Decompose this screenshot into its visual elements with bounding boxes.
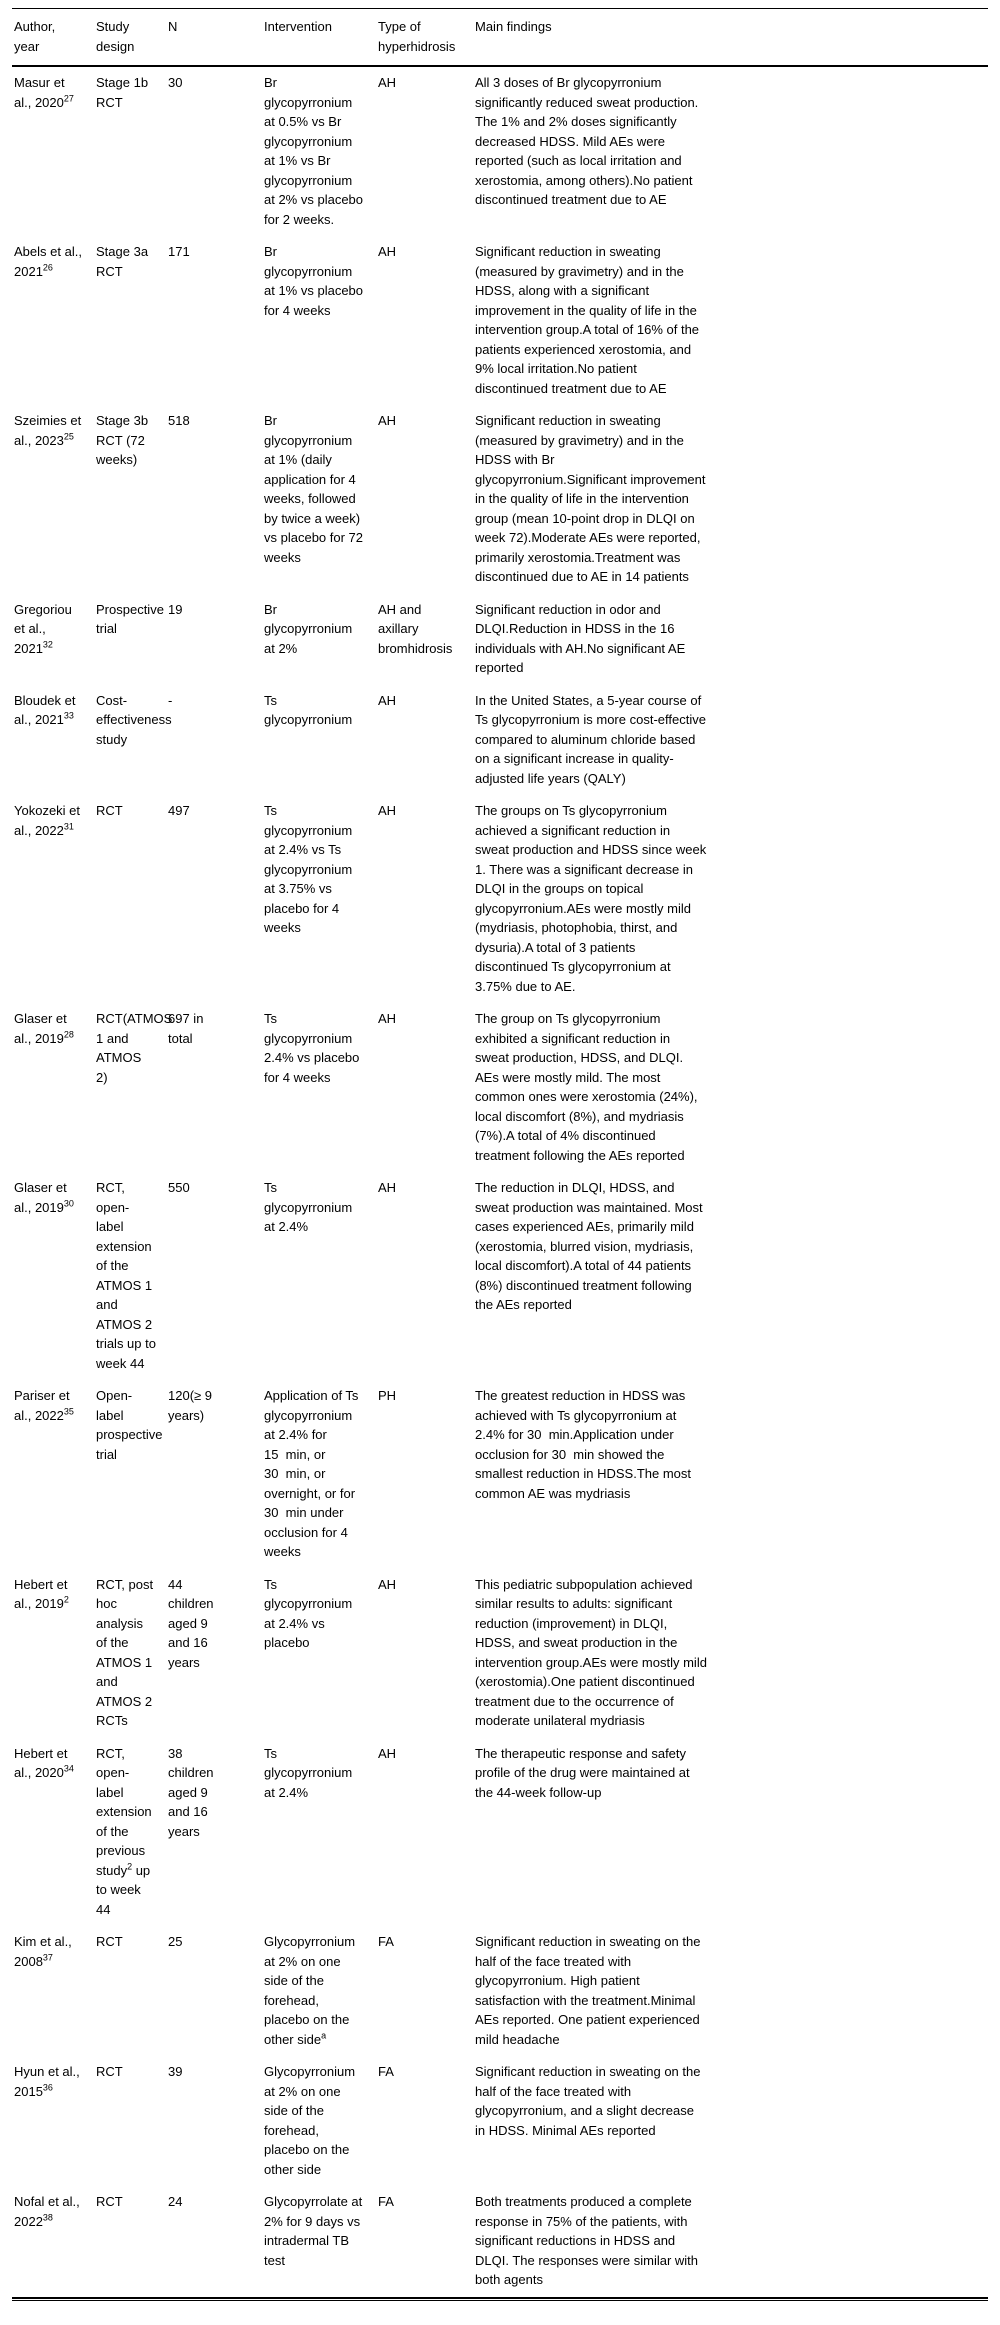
cell-findings: The reduction in DLQI, HDSS, and sweat production was maintained. Most cases experienced AEs, primarily mild (xerostomia, blurred vision, mydriasis, local discomfort).A total of 44 patients (8%) discontinued treatment following the AEs reported: [475, 1180, 703, 1312]
reference-superscript: 36: [42, 2082, 53, 2093]
cell-intervention: Ts glycopyrronium at 2.4%: [264, 1180, 353, 1234]
cell-findings: The greatest reduction in HDSS was achieved with Ts glycopyrronium at 2.4% for 30 min.Application under occlusion for 30 min showed the smallest reduction in HDSS.The most common AE was mydriasis: [475, 1388, 692, 1501]
cell-author: Hyun et al., 2015$^{36}$: [14, 2064, 80, 2099]
cell-intervention: Ts glycopyrronium at 2.4% vs Ts glycopyrronium at 3.75% vs placebo for 4 weeks: [264, 803, 353, 935]
cell-author: Yokozeki et al., 2022$^{31}$: [14, 803, 81, 838]
cell-author: Masur et al., 2020$^{27}$: [14, 75, 74, 110]
cell-n: 497: [168, 803, 190, 818]
cell-type: AH: [378, 1745, 397, 1761]
cell-author: Abels et al., 2021$^{26}$: [14, 244, 82, 279]
cell-findings: All 3 doses of Br glycopyrronium significantly reduced sweat production. The 1% and 2% doses significantly decreased HDSS. Mild AEs were reported (such as local irritation and xerostomia, among others).No patient discontinued treatment due to AE: [475, 75, 699, 207]
cell-design: Open-label prospective trial: [96, 1388, 163, 1462]
cell-design: RCT, post hoc analysis of the ATMOS 1 and ATMOS 2 RCTs: [96, 1576, 154, 1728]
cell-findings: Both treatments produced a complete response in 75% of the patients, with significant reductions in HDSS and DLQI. The responses were similar with both agents: [475, 2194, 699, 2287]
table-row: [12, 795, 988, 1003]
table-row: [12, 1569, 988, 1738]
cell-intervention: Ts glycopyrronium 2.4% vs placebo for 4 weeks: [264, 1011, 360, 1085]
table-row: [12, 594, 988, 685]
reference-superscript: a: [321, 2030, 327, 2041]
table-row: [12, 236, 988, 405]
cell-n: 25: [168, 1934, 183, 1949]
cell-type: AH: [378, 1576, 397, 1592]
cell-intervention: Ts glycopyrronium at 2.4%: [264, 1745, 353, 1800]
cell-n: 38 children aged 9 and 16 years: [168, 1745, 214, 1839]
table-bottom-rule: [12, 2297, 988, 2301]
cell-type: AH: [378, 803, 397, 818]
cell-n: 19: [168, 601, 183, 617]
column-header-findings: Main findings: [473, 9, 988, 67]
cell-findings: In the United States, a 5-year course of Ts glycopyrronium is more cost-effective compared to aluminum chloride based on a significant increase in quality-adjusted life years (QALY): [475, 692, 706, 786]
cell-design: Stage 3a RCT: [96, 244, 149, 279]
reference-superscript: 26: [42, 262, 53, 273]
cell-author: Glaser et al., 2019$^{28}$: [14, 1011, 74, 1046]
cell-author: Hebert et al., 2020$^{34}$: [14, 1745, 74, 1780]
cell-design: Stage 1b RCT: [96, 75, 149, 110]
reference-superscript: 2: [63, 1594, 69, 1605]
cell-author: Nofal et al., 2022$^{38}$: [14, 2194, 80, 2229]
cell-n: 550: [168, 1180, 190, 1195]
cell-intervention: Br glycopyrronium at 1% vs placebo for 4 weeks: [264, 244, 364, 318]
table-row: [12, 405, 988, 594]
reference-superscript: 2: [127, 1861, 133, 1872]
column-header-intervention: Intervention: [262, 9, 376, 67]
cell-findings: Significant reduction in sweating (measured by gravimetry) and in the HDSS, along with a significant improvement in the quality of life in the intervention group.A total of 16% of the patients experienced xerostomia, and 9% local irritation.No patient discontinued treatment due to AE: [475, 244, 700, 396]
cell-type: AH: [378, 692, 397, 708]
cell-n: 697 in total: [168, 1011, 204, 1046]
cell-design: Stage 3b RCT (72 weeks): [96, 413, 149, 467]
cell-intervention: Glycopyrronium at 2% on one side of the forehead, placebo on the other side: [264, 2064, 356, 2177]
table-row: [12, 1172, 988, 1380]
cell-findings: The therapeutic response and safety profile of the drug were maintained at the 44-week follow-up: [475, 1745, 690, 1800]
reference-superscript: 38: [42, 2212, 53, 2223]
cell-design: RCT: [96, 2064, 123, 2079]
cell-author: Bloudek et al., 2021$^{33}$: [14, 692, 76, 727]
reference-superscript: 35: [63, 1406, 74, 1417]
cell-n: 44 children aged 9 and 16 years: [168, 1576, 214, 1670]
cell-author: Glaser et al., 2019$^{30}$: [14, 1180, 74, 1215]
table-row: [12, 685, 988, 796]
column-header-type: Type of hyperhidrosis: [376, 9, 473, 67]
cell-findings: Significant reduction in sweating on the half of the face treated with glycopyrronium. High patient satisfaction with the treatment.Minimal AEs reported. One patient experienced mild headache: [475, 1934, 701, 2047]
column-header-n: N: [166, 9, 262, 67]
cell-type: PH: [378, 1388, 397, 1403]
studies-table: [12, 8, 988, 2297]
cell-author: Hebert et al., 2019$^2$: [14, 1576, 69, 1611]
cell-type: AH: [378, 413, 397, 428]
cell-design: RCT: [96, 803, 123, 818]
cell-design: Cost-effectiveness study: [96, 692, 172, 747]
cell-findings: Significant reduction in sweating on the half of the face treated with glycopyrronium, and a slight decrease in HDSS. Minimal AEs reported: [475, 2064, 701, 2138]
cell-type: AH: [378, 1180, 397, 1195]
cell-author: Kim et al., 2008$^{37}$: [14, 1934, 72, 1969]
reference-superscript: 32: [42, 639, 53, 650]
cell-findings: This pediatric subpopulation achieved similar results to adults: significant reduction (improvement) in DLQI, HDSS, and sweat production in the intervention group.AEs were mostly mild (xerostomia).One patient discontinued treatment due to the occurrence of moderate unilateral mydriasis: [475, 1576, 707, 1728]
cell-findings: Significant reduction in sweating (measured by gravimetry) and in the HDSS with Br glycopyrronium.Significant improvement in the quality of life in the intervention group (mean 10-point drop in DLQI on week 72).Moderate AEs were reported, primarily xerostomia.Treatment was discontinued due to AE in 14 patients: [475, 413, 706, 584]
cell-type: FA: [378, 1934, 394, 1949]
table-row: [12, 1380, 988, 1569]
column-header-design: Study design: [94, 9, 166, 67]
reference-superscript: 28: [63, 1029, 74, 1040]
cell-type: FA: [378, 2064, 394, 2079]
cell-n: 30: [168, 75, 183, 90]
cell-intervention: Ts glycopyrronium: [264, 692, 353, 727]
cell-n: 171: [168, 244, 190, 259]
table-head: [12, 9, 988, 67]
cell-author: Gregoriou et al., 2021$^{32}$: [14, 601, 72, 656]
table-row: [12, 1003, 988, 1172]
cell-design: RCT: [96, 1934, 123, 1949]
reference-superscript: 34: [63, 1763, 74, 1774]
cell-findings: The group on Ts glycopyrronium exhibited a significant reduction in sweat production, HDSS, and DLQI. AEs were mostly mild. The most common ones were xerostomia (24%), local discomfort (8%), and mydriasis (7%).A total of 4% discontinued treatment following the AEs reported: [475, 1011, 698, 1163]
cell-design: RCT(ATMOS 1 and ATMOS 2): [96, 1011, 173, 1085]
cell-intervention: Application of Ts glycopyrronium at 2.4% for 15 min, or 30 min, or overnight, or for 30 min under occlusion for 4 weeks: [264, 1388, 359, 1559]
column-header-author: Author, year: [12, 9, 94, 67]
cell-intervention: Br glycopyrronium at 1% (daily application for 4 weeks, followed by twice a week) vs placebo for 72 weeks: [264, 413, 364, 565]
table-header-row: [12, 9, 988, 67]
cell-type: AH: [378, 244, 397, 259]
cell-type: FA: [378, 2194, 394, 2209]
reference-superscript: 30: [63, 1198, 74, 1209]
cell-type: AH: [378, 1011, 397, 1026]
cell-design: Prospective trial: [96, 601, 164, 636]
table-row: [12, 2186, 988, 2297]
table-row: [12, 2056, 988, 2186]
table-row: [12, 1738, 988, 1927]
cell-n: 39: [168, 2064, 183, 2079]
cell-intervention: Glycopyrronium at 2% on one side of the forehead, placebo on the other side$^a$: [264, 1934, 356, 2047]
reference-superscript: 25: [63, 431, 74, 442]
cell-n: 120(≥ 9 years): [168, 1388, 212, 1423]
cell-intervention: Ts glycopyrronium at 2.4% vs placebo: [264, 1576, 353, 1650]
cell-n: -: [168, 692, 173, 708]
cell-intervention: Br glycopyrronium at 0.5% vs Br glycopyrronium at 1% vs Br glycopyrronium at 2% vs placebo for 2 weeks.: [264, 75, 364, 227]
cell-design: RCT, open-label extension of the ATMOS 1 and ATMOS 2 trials up to week 44: [96, 1180, 156, 1371]
cell-author: Pariser et al., 2022$^{35}$: [14, 1388, 74, 1423]
cell-type: AH and axillary bromhidrosis: [378, 601, 453, 656]
cell-intervention: Glycopyrrolate at 2% for 9 days vs intradermal TB test: [264, 2194, 363, 2268]
reference-superscript: 27: [63, 93, 74, 104]
reference-superscript: 33: [63, 710, 74, 721]
cell-author: Szeimies et al., 2023$^{25}$: [14, 413, 82, 448]
table-body: [12, 66, 988, 2297]
cell-n: 518: [168, 413, 190, 428]
cell-findings: Significant reduction in odor and DLQI.Reduction in HDSS in the 16 individuals with AH.No significant AE reported: [475, 601, 686, 675]
table-row: [12, 66, 988, 236]
cell-intervention: Br glycopyrronium at 2%: [264, 601, 353, 656]
cell-findings: The groups on Ts glycopyrronium achieved a significant reduction in sweat production and HDSS since week 1. There was a significant decrease in DLQI in the groups on topical glycopyrronium.AEs were mostly mild (mydriasis, photophobia, thirst, and dysuria).A total of 3 patients discontinued Ts glycopyrronium at 3.75% due to AE.: [475, 803, 707, 994]
reference-superscript: 37: [42, 1952, 53, 1963]
cell-design: RCT, open-label extension of the previous study$^2$ up to week 44: [96, 1745, 152, 1917]
cell-type: AH: [378, 75, 397, 90]
cell-design: RCT: [96, 2194, 123, 2209]
table-row: [12, 1926, 988, 2056]
reference-superscript: 31: [63, 821, 74, 832]
cell-n: 24: [168, 2194, 183, 2209]
